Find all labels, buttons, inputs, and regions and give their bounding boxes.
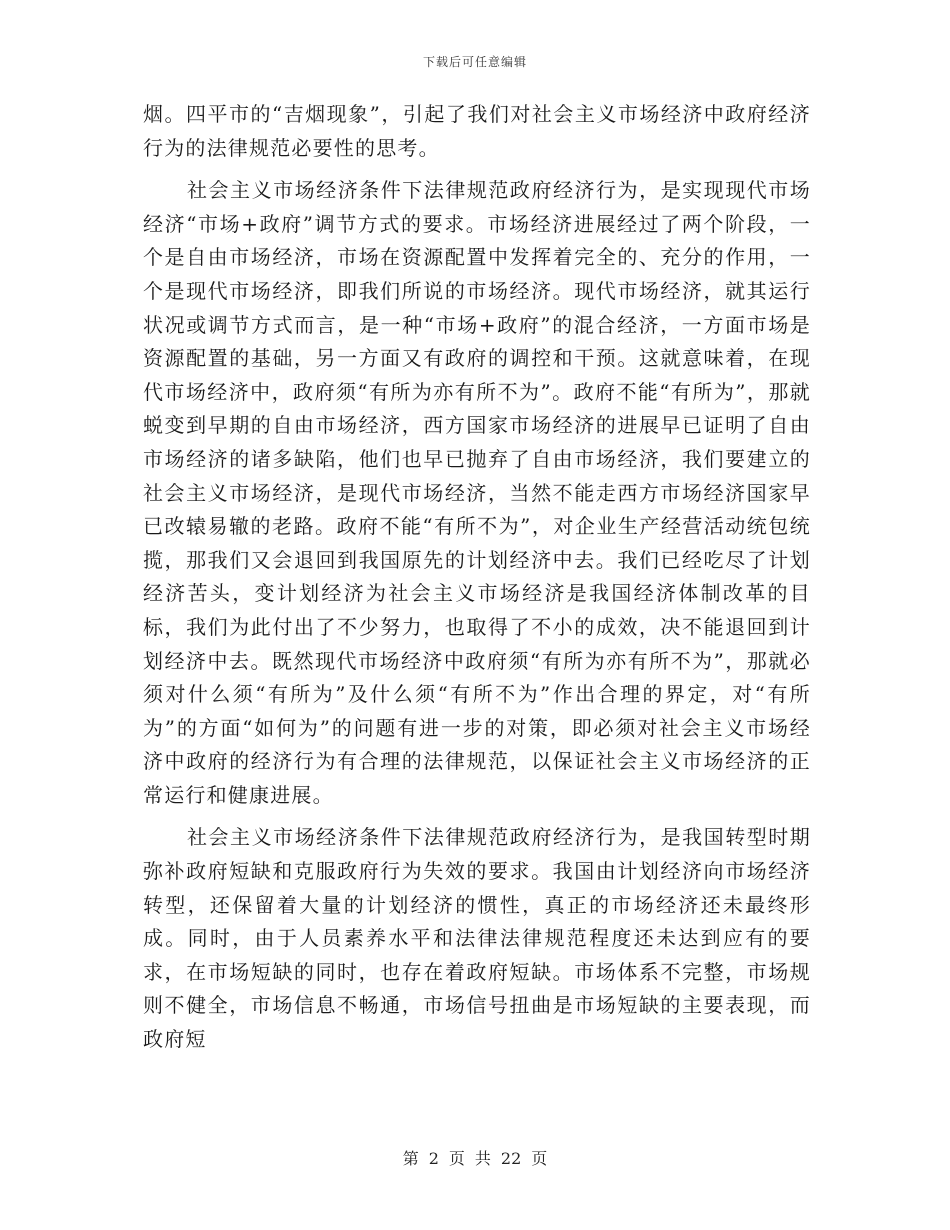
paragraph-1: 烟。四平市的“吉烟现象”，引起了我们对社会主义市场经济中政府经济行为的法律规范必要性的思考。 xyxy=(143,102,811,160)
footer-page-unit: 页 xyxy=(448,1149,465,1168)
paragraph-2: 社会主义市场经济条件下法律规范政府经济行为，是实现现代市场经济“市场+政府”调节方式的要求。市场经济进展经过了两个阶段，一个是自由市场经济，市场在资源配置中发挥着完全的、充分的作用，一个是现代市场经济，即我们所说的市场经济。现代市场经济，就其运行状况或调节方式而言，是一种“市场+政府”的混合经济，一方面市场是资源配置的基础，另一方面又有政府的调控和干预。这就意味着，在现代市场经济中，政府须“有所为亦有所不为”。政府不能“有所为”，那就蜕变到早期的自由市场经济，西方国家市场经济的进展早已证明了自由市场经济的诸多缺陷，他们也早已抛弃了自由市场经济，我们要建立的社会主义市场经济，是现代市场经济，当然不能走西方市场经济国家早已改辕易辙的老路。政府不能“有所不为”，对企业生产经营活动统包统揽，那我们又会退回到我国原先的计划经济中去。我们已经吃尽了计划经济苦头，变计划经济为社会主义市场经济是我国经济体制改革的目标，我们为此付出了不少努力，也取得了不小的成效，决不能退回到计划经济中去。既然现代市场经济中政府须“有所为亦有所不为”，那就必须对什么须“有所为”及什么须“有所不为”作出合理的界定，对“有所为”的方面“如何为”的问题有进一步的对策，即必须对社会主义市场经济中政府的经济行为有合理的法律规范，以保证社会主义市场经济的正常运行和健康进展。 xyxy=(143,178,811,807)
footer-total-pages: 22 xyxy=(500,1149,522,1168)
footer-current-page: 2 xyxy=(428,1149,439,1168)
page-header-note: 下载后可任意编辑 xyxy=(422,55,527,69)
footer-total-label: 共 xyxy=(474,1149,491,1168)
footer-total-unit: 页 xyxy=(531,1149,548,1168)
page-footer xyxy=(0,1146,950,1169)
document-body xyxy=(143,98,811,1066)
paragraph-3: 社会主义市场经济条件下法律规范政府经济行为，是我国转型时期弥补政府短缺和克服政府行为失效的要求。我国由计划经济向市场经济转型，还保留着大量的计划经济的惯性，真正的市场经济还未最终形成。同时，由于人员素养水平和法律法律规范程度还未达到应有的要求，在市场短缺的同时，也存在着政府短缺。市场体系不完整，市场规则不健全，市场信息不畅通，市场信号扭曲是市场短缺的主要表现，而政府短 xyxy=(143,825,811,1052)
footer-page-label: 第 xyxy=(402,1149,419,1168)
